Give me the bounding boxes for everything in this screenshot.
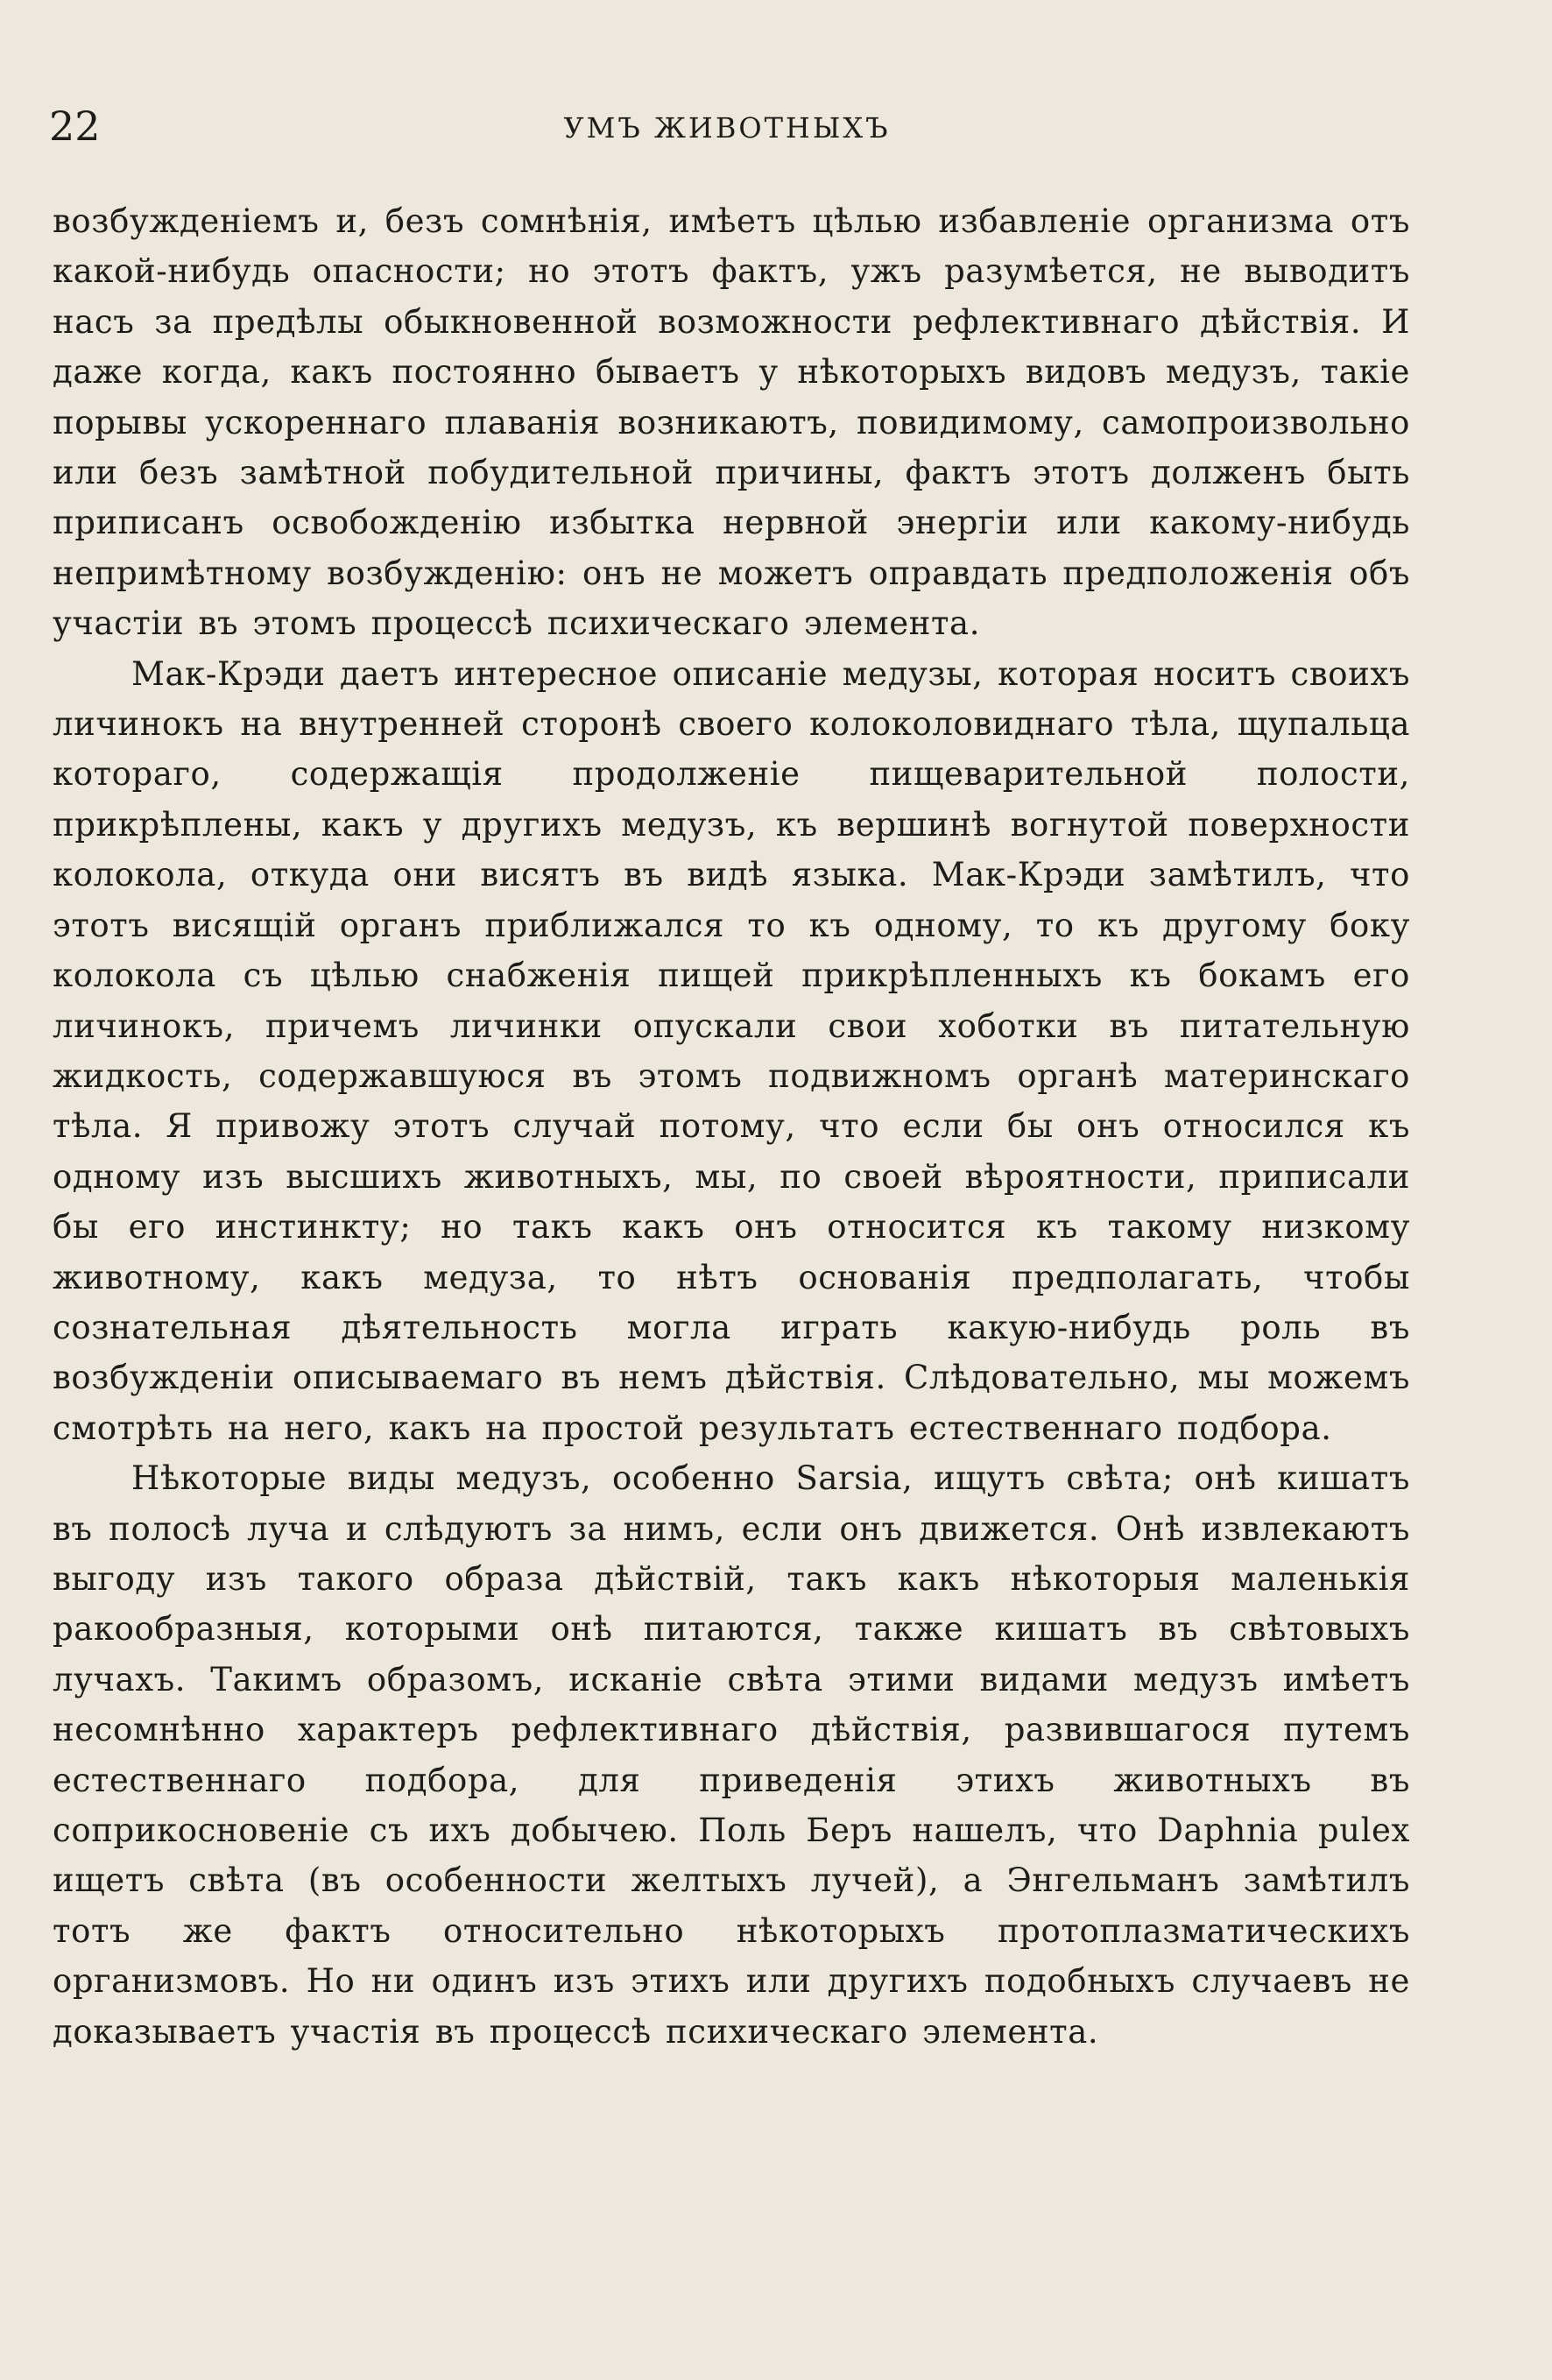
body-text xyxy=(53,196,1410,2057)
running-head: УМЪ ЖИВОТНЫХЪ xyxy=(563,111,891,145)
paragraph: возбужденіемъ и, безъ сомнѣнія, имѣетъ цѣлью избавленіе организма отъ какой-нибудь опасности; но этотъ фактъ, ужъ разумѣется, не выводитъ насъ за предѣлы обыкновенной возможности рефлективнаго дѣйствія. И даже когда, какъ постоянно бываетъ у нѣкоторыхъ видовъ медузъ, такіе порывы ускореннаго плаванія возникаютъ, повидимому, самопроизвольно или безъ замѣтной побудительной причины, фактъ этотъ долженъ быть приписанъ освобожденію избытка нервной энергіи или какому-нибудь непримѣтному возбужденію: онъ не можетъ оправдать предположенія объ участіи въ этомъ процессѣ психическаго элемента. xyxy=(53,202,1410,643)
paragraph: Мак-Крэди даетъ интересное описаніе медузы, которая носитъ своихъ личинокъ на внутренней сторонѣ своего колоколовиднаго тѣла, щупальца котораго, содержащія продолженіе пищеварительной полости, прикрѣплены, какъ у другихъ медузъ, къ вершинѣ вогнутой поверхности колокола, откуда они висятъ въ видѣ языка. Мак-Крэди замѣтилъ, что этотъ висящій органъ приближался то къ одному, то къ другому боку колокола съ цѣлью снабженія пищей прикрѣпленныхъ къ бокамъ его личинокъ, причемъ личинки опускали свои хоботки въ питательную жидкость, содержавшуюся въ этомъ подвижномъ органѣ материнскаго тѣла. Я привожу этотъ случай потому, что если бы онъ относился къ одному изъ высшихъ животныхъ, мы, по своей вѣроятности, приписали бы его инстинкту; но такъ какъ онъ относится къ такому низкому животному, какъ медуза, то нѣтъ основанія предполагать, чтобы сознательная дѣятельность могла играть какую-нибудь роль въ возбужденіи описываемаго въ немъ дѣйствія. Слѣдовательно, мы можемъ смотрѣть на него, какъ на простой результатъ естественнаго подбора. xyxy=(53,654,1410,1447)
page-number: 22 xyxy=(49,102,101,150)
paragraph: Нѣкоторые виды медузъ, особенно Sarsia, ищутъ свѣта; онѣ кишатъ въ полосѣ луча и слѣдуютъ за нимъ, если онъ движется. Онѣ извлекаютъ выгоду изъ такого образа дѣйствій, такъ какъ нѣкоторыя маленькія ракообразныя, которыми онѣ питаются, также кишатъ въ свѣтовыхъ лучахъ. Такимъ образомъ, исканіе свѣта этими видами медузъ имѣетъ несомнѣнно характеръ рефлективнаго дѣйствія, развившагося путемъ естественнаго подбора, для приведенія этихъ животныхъ въ соприкосновеніе съ ихъ добычею. Поль Беръ нашелъ, что Daphnia pulex ищетъ свѣта (въ особенности желтыхъ лучей), а Энгельманъ замѣтилъ тотъ же фактъ относительно нѣкоторыхъ протоплазматическихъ организмовъ. Но ни одинъ изъ этихъ или другихъ подобныхъ случаевъ не доказываетъ участія въ процессѣ психическаго элемента. xyxy=(53,1459,1410,2051)
